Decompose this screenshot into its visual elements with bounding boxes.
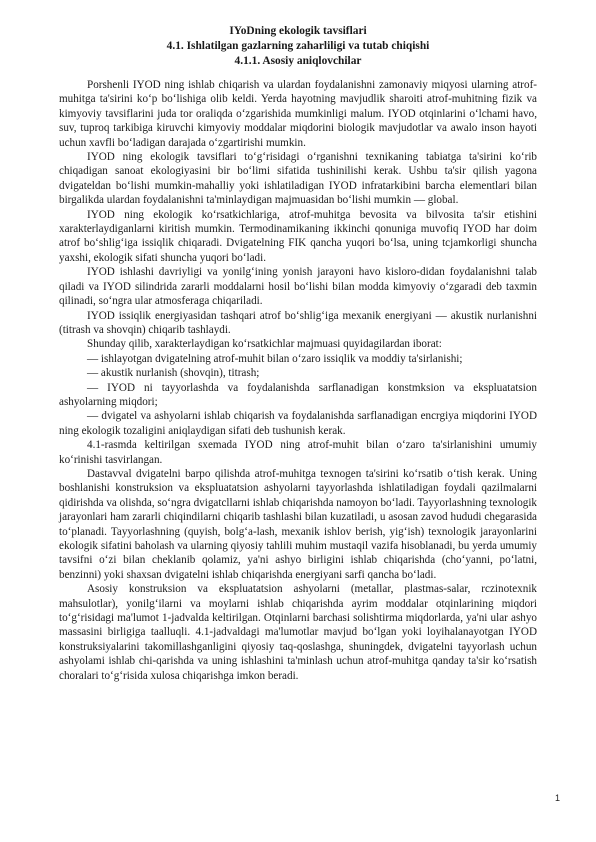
page-number: 1 — [554, 793, 560, 803]
list-item: — dvigatel va ashyolarni ishlab chiqarish va foydalanishda sarflanadigan encrgiya miqdorini IYOD ning ekologik tozaligini aniqlaydigan sifati deb tushunish kerak. — [59, 410, 537, 437]
paragraph: Dastavval dvigatelni barpo qilishda atrof-muhitga texnogen ta'sirini ko‘rsatib o‘tish kerak. Uning boshlanishi konstruksion va ekspluatatsion ashyolarni tayyorlashda ishlatiladigan foydali qazilmalarni qidirishda va olishda, so‘ngra dvigatcllarni ishlab chiqarishda namoyon bo‘ladi. Tayyorlashning texnologik jarayonlari ham zararli chiqindilarni chiqarib tashlashi bilan kuzatiladi, u asosan zavod hududi chegarasida to‘planadi. Tayyorlashning (quyish, bolg‘a-lash, mexanik ishlov berish, yig‘ish) texnologik jarayonlarini ekologik sifatini baholash va ularning qiyosiy tahlili muhim mustaqil vazifa hisoblanadi, bu yerda umumiy tavsifni o‘zi bilan cheklanib qolamiz, ya'ni ashyo birligini ishlab chiqarishda (cho‘yanni, po‘latni, benzinni) yoki shaxsan dvigatelni ishlab chiqarishda energiyani sarfi qancha bo‘ladi. — [59, 467, 537, 581]
heading-block — [59, 24, 537, 69]
list-item: — akustik nurlanish (shovqin), titrash; — [87, 367, 260, 380]
paragraph: IYOD ning ekologik tavsiflari to‘g‘risidagi o‘rganishni texnikaning tabiatga ta'sirini ko‘rib chiqadigan sanoat ekologiyasini bir bo‘limi sifatida tushinilishi kerak. Ushbu ta'sir qilish yagona dvigateldan bo‘lishi mumkin-mahalliy yoki ishlatiladigan IYOD infratarkibini barcha elementlari bilan birgalikda ulardan foydalanishni ta'minlaydigan majmuasidan bo‘lishi mumkin — global. — [59, 151, 537, 207]
list-item: — ishlayotgan dvigatelning atrof-muhit bilan o‘zaro issiqlik va moddiy ta'sirlanishi; — [87, 352, 463, 365]
chapter-title: IYoDning ekologik tavsiflari — [229, 25, 367, 37]
paragraph: Asosiy konstruksion va ekspluatatsion ashyolarni (metallar, plastmas-salar, rczinotexnik mahsulotlar), yonilg‘ilarni va moylarni ishlab chiqarishda ayrim moddalar otqinlarining miqdori to‘g‘risidagi ma'lumot 1-jadvalda keltirilgan. Otqinlarni barchasi solishtirma miqdorlarda, ya'ni ular ashyo massasini birligiga taalluqli. 4.1-jadvaldagi ma'lumotlar mavjud bo‘lgan yoki loyihalanayotgan IYOD konstruksiyalarini takomillashganligini qiyosiy taq-qoslashga, shuningdek, dvigatelni tayyorlash uchun ashyolami ishlab chi-qarishda va uning ishlashini ta'minlash uchun atrof-muhitga qanday ta'sir ko‘rsatish choralari to‘g‘risida xulosa chiqarishga imkon beradi. — [59, 583, 537, 682]
paragraph: IYOD issiqlik energiyasidan tashqari atrof bo‘shlig‘iga mexanik energiyani — akustik nurlanishni (titrash va shovqin) chiqarib tashlaydi. — [59, 309, 537, 336]
paragraph: Shunday qilib, xarakterlaydigan ko‘rsatkichlar majmuasi quyidagilardan iborat: — [87, 338, 442, 351]
paragraph: Porshenli IYOD ning ishlab chiqarish va ulardan foydalanishni zamonaviy miqyosi ularning atrof-muhitga ta'sirini ko‘p bo‘lishiga olib keldi. Yerda hayotning mavjudlik sharoiti atrof-muhitning fizik va kimyoviy tavsiflarini juda tor oraliqda o‘zgarishida mumkinligi malum. IYOD otqinlarini o‘lchami havo, suv, tuproq tarkibiga kiruvchi kimyoviy moddalar miqdorini biologik mavjudotlar va awalo inson hayoti uchun xavfli bo‘ladigan darajada o‘zgartirishi mumkin. — [59, 79, 537, 149]
paragraph: IYOD ishlashi davriyligi va yonilg‘ining yonish jarayoni havo kisloro-didan foydalanishni talab qiladi va IYOD silindrida zararli moddalarni hosil bo‘lishi bilan modda kimyoviy o‘zgaradi deb taxmin qilinadi, so‘ngra ular atmosferaga chiqariladi. — [59, 266, 537, 308]
section-title: 4.1. Ishlatilgan gazlarning zaharliligi va tutab chiqishi — [166, 40, 430, 52]
paragraph: IYOD ning ekologik ko‘rsatkichlariga, atrof-muhitga bevosita va bilvosita ta'sir etishini xarakterlaydiganlarni kiritish mumkin. Termodinamikaning ikkinchi qonuniga muvofiq IYOD har doim atrof bo‘shlig‘iga issiqlik chiqaradi. Dvigatelning FIK qancha yuqori bo‘lsa, uning tcjamkorligi shuncha yaxshi, ekologik sifati shuncha yuqori bo‘ladi. — [59, 208, 537, 264]
paragraph: 4.1-rasmda keltirilgan sxemada IYOD ning atrof-muhit bilan o‘zaro ta'sirlanishini umumiy ko‘rinishi tasvirlangan. — [59, 439, 537, 466]
subsection-title: 4.1.1. Asosiy aniqlovchilar — [234, 55, 362, 67]
document-page — [59, 24, 537, 683]
body-text — [59, 78, 537, 683]
list-item: — IYOD ni tayyorlashda va foydalanishda sarflanadigan konstmksion va ekspluatatsion ashyolarning miqdori; — [59, 381, 537, 408]
